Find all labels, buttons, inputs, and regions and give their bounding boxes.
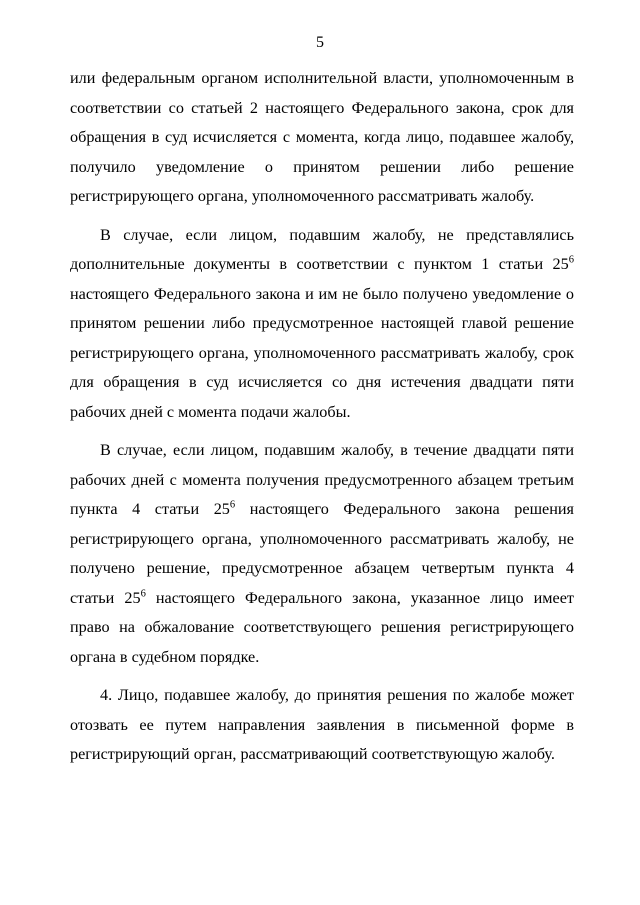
- paragraph-2-part-a: В случае, если лицом, подавшим жалобу, не представлялись дополнительные документы в соответствии с пунктом 1 статьи 25: [70, 225, 574, 273]
- paragraph-3-part-c: настоящего Федерального закона, указанное лицо имеет право на обжалование соответствующего решения регистрирующего органа в судебном порядке.: [70, 588, 574, 666]
- paragraph-4: 4. Лицо, подавшее жалобу, до принятия решения по жалобе может отозвать ее путем направления заявления в письменной форме в регистрирующий орган, рассматривающий соответствующую жалобу.: [70, 686, 574, 763]
- page-number: 5: [316, 34, 324, 51]
- paragraph-3: [70, 436, 574, 672]
- paragraph-2-part-b: настоящего Федерального закона и им не было получено уведомление о принятом решении либо предусмотренное настоящей главой решение регистрирующего органа, уполномоченного рассматривать жалобу, срок для обращения в суд исчисляется со дня истечения двадцати пяти рабочих дней с момента подачи жалобы.: [70, 284, 574, 421]
- superscript: 6: [229, 499, 236, 511]
- paragraph-3-part-a: В случае, если лицом, подавшим жалобу, в течение двадцати пяти рабочих дней с момента получения предусмотренного абзацем третьим пункта 4 статьи 25: [70, 441, 574, 518]
- superscript: 6: [140, 588, 146, 600]
- paragraph-2: [70, 221, 574, 428]
- paragraph-3-part-b: настоящего Федерального закона решения регистрирующего органа, уполномоченного рассматривать жалобу, не получено решение, предусмотренное абзацем четвертым пункта 4 статьи 25: [70, 500, 574, 607]
- superscript: 6: [568, 254, 574, 266]
- document-body: [70, 64, 574, 779]
- paragraph-1: или федеральным органом исполнительной власти, уполномоченным в соответствии со статьей 2 настоящего Федерального закона, срок для обращения в суд исчисляется с момента, когда лицо, подавшее жалобу, получило уведомление о принятом решении либо решение регистрирующего органа, уполномоченного рассматривать жалобу.: [70, 69, 574, 205]
